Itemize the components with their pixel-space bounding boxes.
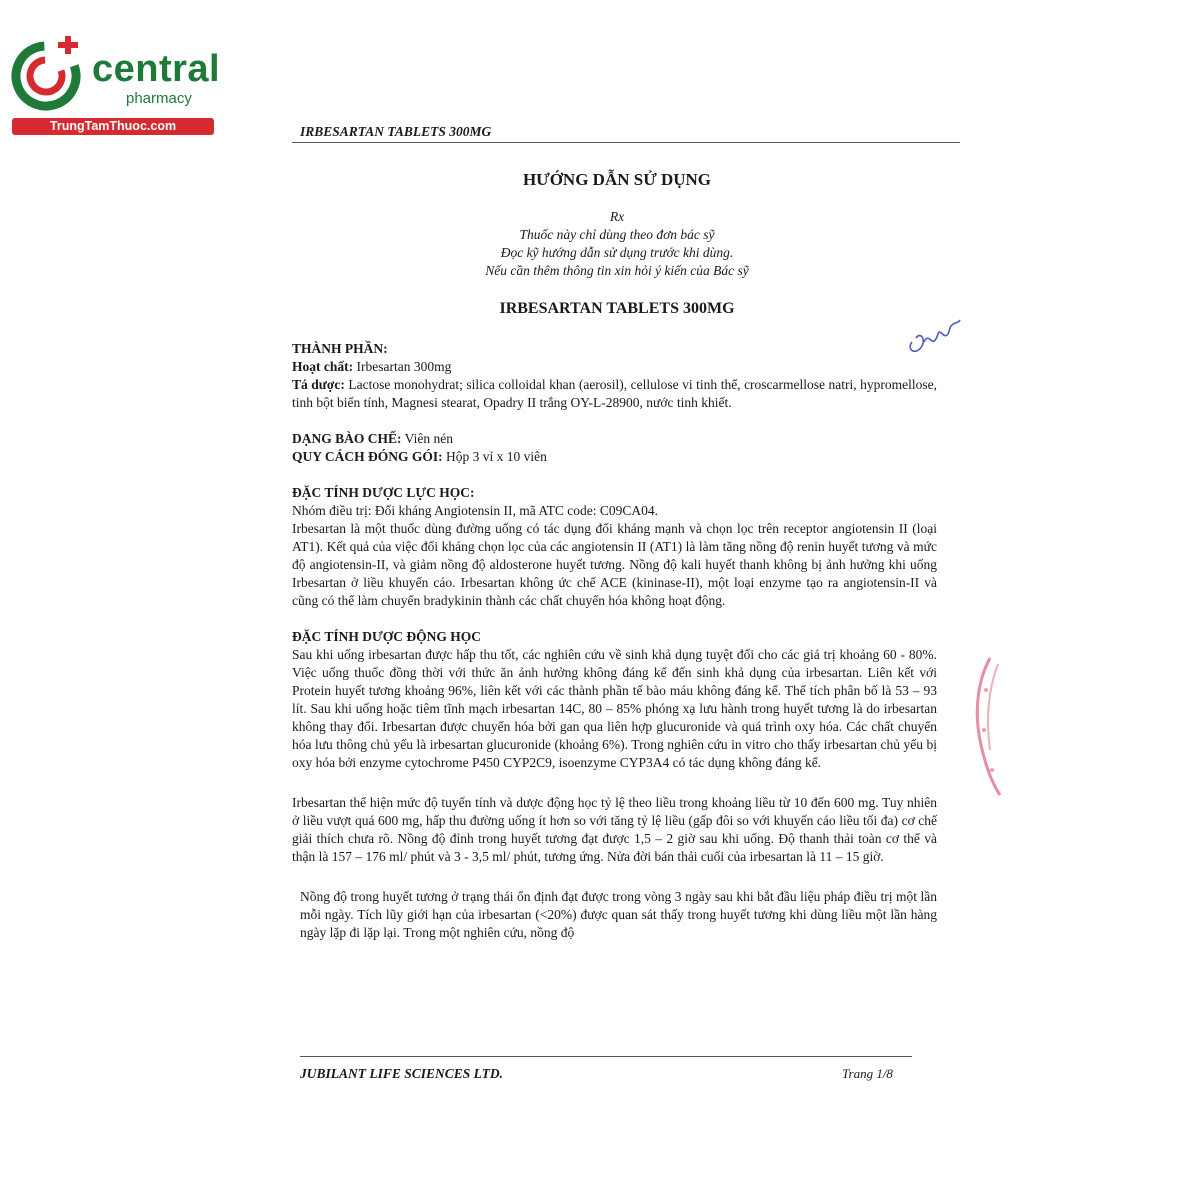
central-pharmacy-logo [8, 32, 223, 137]
dosage-form-value: Viên nén [404, 431, 453, 446]
pharmacokinetics-p3: Nồng độ trong huyết tương ở trạng thái ổn định đạt được trong vòng 3 ngày sau khi bắt đầu liệu pháp điều trị một lần mỗi ngày. Tích lũy giới hạn của irbesartan (<20%) được quan sát thấy trong huyết tương khi dùng liều một lần hàng ngày lặp đi lặp lại. Trong một nghiên cứu, nồng độ [300, 889, 937, 940]
pharmacy-logo-icon [8, 36, 88, 116]
header-rule [292, 142, 960, 143]
rx-block [292, 208, 942, 280]
pharmacodynamics-p1: Nhóm điều trị: Đối kháng Angiotensin II, mã ATC code: C09CA04. [292, 503, 658, 518]
excipients [292, 376, 937, 412]
document-body [292, 340, 937, 942]
pharmacokinetics-p1: Sau khi uống irbesartan được hấp thu tốt, các nghiên cứu về sinh khả dụng tuyệt đối cho các giá trị khoảng 60 - 80%. Việc uống thuốc đồng thời với thức ăn ảnh hưởng không đáng kể đến sinh khả dụng của irbesartan. Liên kết với Protein huyết tương khoảng 96%, liên kết với các thành phần tế bào máu không đáng kể. Thể tích phân bố là 53 – 93 lít. Sau khi uống hoặc tiêm tĩnh mạch irbesartan 14C, 80 – 85% phóng xạ lưu hành trong huyết tương là do irbesartan không thay đổi. Irbesartan được chuyển hóa bởi gan qua liên hợp glucuronide và quá trình oxy hóa. Các chất chuyển hóa lưu thông chủ yếu là irbesartan glucuronide (khoảng 6%). Trong nghiên cứu in vitro cho thấy irbesartan chủ yếu bị oxy hóa bởi enzyme cytochrome P450 CYP2C9, isoenzyme CYP3A4 có tác dụng không đáng kể. [292, 647, 937, 770]
active-ingredient [292, 358, 937, 376]
rx-line-3: Nếu cần thêm thông tin xin hỏi ý kiến của Bác sỹ [485, 263, 749, 278]
active-label: Hoạt chất: [292, 359, 354, 374]
pharmacodynamics-heading: ĐẶC TÍNH DƯỢC LỰC HỌC: [292, 485, 475, 500]
pharmacokinetics-heading: ĐẶC TÍNH DƯỢC ĐỘNG HỌC [292, 629, 482, 644]
page-title: HƯỚNG DẪN SỬ DỤNG [522, 170, 712, 189]
dosage-form [292, 430, 937, 448]
excipient-label: Tá dược: [292, 377, 345, 392]
composition-heading: THÀNH PHẦN: [292, 341, 388, 356]
product-title: IRBESARTAN TABLETS 300MG [499, 300, 735, 317]
excipient-value: Lactose monohydrat; silica colloidal khan (aerosil), cellulose vi tinh thể, croscarmellose natri, hypromellose, tinh bột biến tính, Magnesi stearat, Opadry II trắng OY-L-28900, nước tinh khiết. [292, 377, 938, 410]
red-stamp-mark [960, 650, 1010, 800]
rx-line-2: Đọc kỹ hướng dẫn sử dụng trước khi dùng. [500, 245, 734, 260]
pharmacokinetics-p2: Irbesartan thể hiện mức độ tuyến tính và dược động học tỷ lệ theo liều trong khoảng liều từ 10 đến 600 mg. Tuy nhiên ở liều vượt quá 600 mg, hấp thu đường uống ít hơn so với tăng tỷ lệ liều (gấp đôi so với khuyến cáo liều tối đa) cơ chế giải thích chưa rõ. Nồng độ đỉnh trong huyết tương đạt được 1,5 – 2 giờ sau khi uống. Độ thanh thải toàn cơ thể và thận là 157 – 176 ml/ phút và 3 - 3,5 ml/ phút, tương ứng. Nửa đời bán thải cuối của irbesartan là 11 – 15 giờ. [292, 795, 937, 864]
logo-url-badge[interactable]: TrungTamThuoc.com [12, 118, 214, 135]
signature-mark [902, 312, 962, 362]
dosage-form-label: DẠNG BÀO CHẾ: [292, 431, 402, 446]
footer-rule [300, 1056, 912, 1057]
active-value: Irbesartan 300mg [356, 359, 452, 374]
rx-label: Rx [609, 209, 625, 224]
packaging-value: Hộp 3 vỉ x 10 viên [446, 449, 547, 464]
pharmacodynamics-p2: Irbesartan là một thuốc dùng đường uống có tác dụng đối kháng mạnh và chọn lọc trên receptor angiotensin II (loại AT1). Kết quả của việc đối kháng chọn lọc của các angiotensin II (AT1) là làm tăng nồng độ renin huyết tương và mức độ angiotensin-II, và giảm nồng độ aldosterone huyết tương. Nồng độ kali huyết thanh không bị ảnh hưởng khi uống Irbesartan ở liều khuyến cáo. Irbesartan không ức chế ACE (kininase-II), một loại enzyme tạo ra angiotensin-II và cũng có thể làm chuyển bradykinin thành các chất chuyển hóa không hoạt động. [292, 521, 937, 608]
logo-sub-text: pharmacy [126, 90, 192, 107]
logo-brand-text: central [92, 48, 221, 90]
header-title: IRBESARTAN TABLETS 300MG [300, 124, 492, 139]
footer-page-number: Trang 1/8 [842, 1066, 893, 1081]
packaging [292, 448, 937, 466]
document-page [292, 118, 962, 1098]
footer-company: JUBILANT LIFE SCIENCES LTD. [300, 1066, 504, 1081]
packaging-label: QUY CÁCH ĐÓNG GÓI: [292, 449, 443, 464]
rx-line-1: Thuốc này chỉ dùng theo đơn bác sỹ [519, 227, 715, 242]
